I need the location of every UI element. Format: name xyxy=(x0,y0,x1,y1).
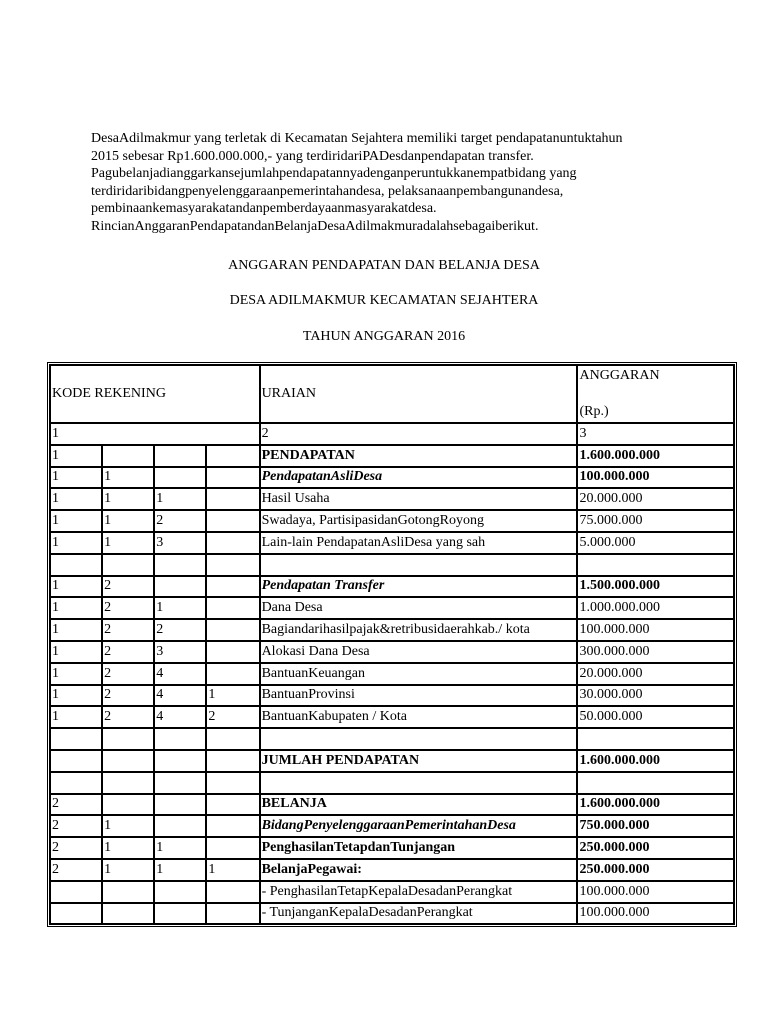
kode-level-2-cell xyxy=(102,728,154,750)
table-row xyxy=(50,619,734,641)
uraian-cell: BantuanProvinsi xyxy=(260,685,578,707)
kode-level-2-cell: 1 xyxy=(102,837,154,859)
kode-level-1-cell xyxy=(50,903,102,925)
table-row xyxy=(50,510,734,532)
kode-level-4-cell xyxy=(206,554,259,576)
kode-level-2-cell: 1 xyxy=(102,532,154,554)
kode-level-3-cell xyxy=(154,728,206,750)
kode-level-3-cell: 2 xyxy=(154,619,206,641)
kode-level-2-cell: 1 xyxy=(102,859,154,881)
table-row xyxy=(50,685,734,707)
kode-level-1-cell: 1 xyxy=(50,467,102,489)
kode-level-3-cell: 3 xyxy=(154,641,206,663)
kode-level-2-cell: 2 xyxy=(102,597,154,619)
kode-level-4-cell xyxy=(206,903,259,925)
document-year: TAHUN ANGGARAN 2016 xyxy=(302,329,466,344)
kode-level-2-cell xyxy=(102,881,154,903)
anggaran-cell: 30.000.000 xyxy=(577,685,734,707)
kode-level-4-cell xyxy=(206,510,259,532)
kode-level-3-cell: 1 xyxy=(154,837,206,859)
kode-level-3-cell xyxy=(154,881,206,903)
table-row xyxy=(50,467,734,489)
anggaran-cell: 1.500.000.000 xyxy=(577,576,734,598)
kode-level-4-cell: 1 xyxy=(206,685,259,707)
kode-level-1-cell: 1 xyxy=(50,619,102,641)
kode-level-4-cell xyxy=(206,794,259,816)
column-number-anggaran: 3 xyxy=(577,423,734,445)
kode-level-3-cell xyxy=(154,445,206,467)
table-row xyxy=(50,488,734,510)
uraian-cell: BelanjaPegawai: xyxy=(260,859,578,881)
table-row xyxy=(50,706,734,728)
uraian-cell: Bagiandarihasilpajak&retribusidaerahkab./ kota xyxy=(260,619,578,641)
kode-level-3-cell xyxy=(154,794,206,816)
kode-level-4-cell xyxy=(206,576,259,598)
kode-level-2-cell: 1 xyxy=(102,815,154,837)
uraian-cell: PendapatanAsliDesa xyxy=(260,467,578,489)
anggaran-cell: 75.000.000 xyxy=(577,510,734,532)
uraian-cell: Swadaya, PartisipasidanGotongRoyong xyxy=(260,510,578,532)
table-row xyxy=(50,532,734,554)
kode-level-1-cell: 1 xyxy=(50,663,102,685)
uraian-cell: Alokasi Dana Desa xyxy=(260,641,578,663)
kode-level-3-cell: 2 xyxy=(154,510,206,532)
anggaran-cell: 300.000.000 xyxy=(577,641,734,663)
anggaran-cell: 100.000.000 xyxy=(577,881,734,903)
kode-level-2-cell: 2 xyxy=(102,685,154,707)
header-anggaran xyxy=(577,365,734,423)
kode-level-4-cell xyxy=(206,663,259,685)
uraian-cell: Dana Desa xyxy=(260,597,578,619)
budget-table xyxy=(49,364,735,925)
kode-level-4-cell xyxy=(206,881,259,903)
uraian-cell: JUMLAH PENDAPATAN xyxy=(260,750,578,772)
kode-level-2-cell xyxy=(102,772,154,794)
kode-level-1-cell: 2 xyxy=(50,837,102,859)
kode-level-4-cell: 2 xyxy=(206,706,259,728)
kode-level-4-cell xyxy=(206,641,259,663)
kode-level-2-cell: 1 xyxy=(102,467,154,489)
intro-line: DesaAdilmakmur yang terletak di Kecamatan Sejahtera memiliki target pendapatanuntuktahun xyxy=(91,131,623,146)
document-title: ANGGARAN PENDAPATAN DAN BELANJA DESA xyxy=(228,258,540,273)
kode-level-1-cell: 1 xyxy=(50,488,102,510)
kode-level-4-cell xyxy=(206,467,259,489)
column-number-row xyxy=(50,423,734,445)
uraian-cell: BidangPenyelenggaraanPemerintahanDesa xyxy=(260,815,578,837)
table-row xyxy=(50,794,734,816)
kode-level-3-cell xyxy=(154,815,206,837)
kode-level-1-cell xyxy=(50,881,102,903)
header-uraian: URAIAN xyxy=(260,365,578,423)
kode-level-3-cell: 4 xyxy=(154,685,206,707)
intro-line: RincianAnggaranPendapatandanBelanjaDesaAdilmakmuradalahsebagaiberikut. xyxy=(91,218,539,234)
kode-level-3-cell xyxy=(154,554,206,576)
uraian-cell: Lain-lain PendapatanAsliDesa yang sah xyxy=(260,532,578,554)
kode-level-3-cell: 3 xyxy=(154,532,206,554)
uraian-cell xyxy=(260,728,578,750)
anggaran-cell: 5.000.000 xyxy=(577,532,734,554)
uraian-cell: - TunjanganKepalaDesadanPerangkat xyxy=(260,903,578,925)
header-kode-rekening: KODE REKENING xyxy=(50,365,260,423)
kode-level-2-cell xyxy=(102,554,154,576)
intro-line: Pagubelanjadianggarkansejumlahpendapatannyadenganperuntukkanempatbidang yang xyxy=(91,166,577,182)
uraian-cell xyxy=(260,772,578,794)
kode-level-2-cell: 2 xyxy=(102,619,154,641)
anggaran-cell: 20.000.000 xyxy=(577,663,734,685)
uraian-cell: BantuanKabupaten / Kota xyxy=(260,706,578,728)
kode-level-3-cell xyxy=(154,750,206,772)
kode-level-2-cell: 1 xyxy=(102,488,154,510)
uraian-cell: Pendapatan Transfer xyxy=(260,576,578,598)
kode-level-1-cell: 1 xyxy=(50,641,102,663)
table-row xyxy=(50,750,734,772)
anggaran-cell: 100.000.000 xyxy=(577,903,734,925)
document-subtitle: DESA ADILMAKMUR KECAMATAN SEJAHTERA xyxy=(229,293,539,308)
kode-level-1-cell xyxy=(50,750,102,772)
kode-level-3-cell: 4 xyxy=(154,706,206,728)
kode-level-1-cell: 1 xyxy=(50,685,102,707)
table-row xyxy=(50,772,734,794)
table-row xyxy=(50,445,734,467)
intro-line: pembinaankemasyarakatandanpemberdayaanmasyarakatdesa. xyxy=(91,201,437,217)
kode-level-2-cell xyxy=(102,903,154,925)
kode-level-1-cell xyxy=(50,554,102,576)
kode-level-1-cell xyxy=(50,772,102,794)
kode-level-1-cell: 1 xyxy=(50,532,102,554)
kode-level-4-cell xyxy=(206,532,259,554)
uraian-cell: BELANJA xyxy=(260,794,578,816)
header-anggaran-unit: (Rp.) xyxy=(579,404,609,419)
table-row xyxy=(50,554,734,576)
anggaran-cell: 250.000.000 xyxy=(577,837,734,859)
table-row xyxy=(50,641,734,663)
table-row xyxy=(50,815,734,837)
anggaran-cell: 250.000.000 xyxy=(577,859,734,881)
kode-level-4-cell xyxy=(206,772,259,794)
kode-level-3-cell xyxy=(154,576,206,598)
anggaran-cell: 100.000.000 xyxy=(577,619,734,641)
kode-level-1-cell: 1 xyxy=(50,510,102,532)
kode-level-1-cell: 2 xyxy=(50,815,102,837)
kode-level-2-cell: 2 xyxy=(102,663,154,685)
kode-level-1-cell: 1 xyxy=(50,597,102,619)
kode-level-2-cell xyxy=(102,794,154,816)
table-header-row xyxy=(50,365,734,423)
kode-level-4-cell xyxy=(206,815,259,837)
column-number-kode: 1 xyxy=(50,423,260,445)
uraian-cell: Hasil Usaha xyxy=(260,488,578,510)
kode-level-1-cell: 2 xyxy=(50,859,102,881)
anggaran-cell: 1.600.000.000 xyxy=(577,445,734,467)
kode-level-4-cell xyxy=(206,837,259,859)
kode-level-2-cell xyxy=(102,445,154,467)
kode-level-3-cell: 1 xyxy=(154,597,206,619)
kode-level-1-cell: 1 xyxy=(50,706,102,728)
kode-level-3-cell xyxy=(154,467,206,489)
kode-level-3-cell: 1 xyxy=(154,488,206,510)
uraian-cell: - PenghasilanTetapKepalaDesadanPerangkat xyxy=(260,881,578,903)
kode-level-4-cell xyxy=(206,728,259,750)
intro-line: 2015 sebesar Rp1.600.000.000,- yang terdiridariPADesdanpendapatan transfer. xyxy=(91,148,534,164)
kode-level-4-cell xyxy=(206,488,259,510)
intro-line: terdiridaribidangpenyelenggaraanpemerintahandesa, pelaksanaanpembangunandesa, xyxy=(91,183,564,199)
anggaran-cell: 1.000.000.000 xyxy=(577,597,734,619)
table-row xyxy=(50,663,734,685)
anggaran-cell xyxy=(577,772,734,794)
table-row xyxy=(50,903,734,925)
header-anggaran-label: ANGGARAN xyxy=(579,368,660,383)
kode-level-1-cell xyxy=(50,728,102,750)
table-row xyxy=(50,728,734,750)
kode-level-3-cell: 4 xyxy=(154,663,206,685)
anggaran-cell: 1.600.000.000 xyxy=(577,750,734,772)
kode-level-2-cell: 1 xyxy=(102,510,154,532)
kode-level-2-cell: 2 xyxy=(102,706,154,728)
table-row xyxy=(50,597,734,619)
anggaran-cell: 50.000.000 xyxy=(577,706,734,728)
kode-level-4-cell xyxy=(206,750,259,772)
table-row xyxy=(50,837,734,859)
table-row xyxy=(50,576,734,598)
kode-level-3-cell xyxy=(154,772,206,794)
anggaran-cell xyxy=(577,728,734,750)
anggaran-cell: 20.000.000 xyxy=(577,488,734,510)
kode-level-1-cell: 2 xyxy=(50,794,102,816)
kode-level-2-cell: 2 xyxy=(102,641,154,663)
anggaran-cell: 750.000.000 xyxy=(577,815,734,837)
anggaran-cell: 1.600.000.000 xyxy=(577,794,734,816)
uraian-cell xyxy=(260,554,578,576)
table-row xyxy=(50,859,734,881)
uraian-cell: PenghasilanTetapdanTunjangan xyxy=(260,837,578,859)
kode-level-1-cell: 1 xyxy=(50,576,102,598)
kode-level-4-cell xyxy=(206,619,259,641)
anggaran-cell xyxy=(577,554,734,576)
kode-level-2-cell: 2 xyxy=(102,576,154,598)
kode-level-4-cell xyxy=(206,597,259,619)
kode-level-1-cell: 1 xyxy=(50,445,102,467)
uraian-cell: PENDAPATAN xyxy=(260,445,578,467)
kode-level-2-cell xyxy=(102,750,154,772)
table-row xyxy=(50,881,734,903)
column-number-uraian: 2 xyxy=(260,423,578,445)
kode-level-4-cell xyxy=(206,445,259,467)
kode-level-3-cell: 1 xyxy=(154,859,206,881)
anggaran-cell: 100.000.000 xyxy=(577,467,734,489)
kode-level-3-cell xyxy=(154,903,206,925)
intro-paragraph xyxy=(91,130,691,236)
uraian-cell: BantuanKeuangan xyxy=(260,663,578,685)
kode-level-4-cell: 1 xyxy=(206,859,259,881)
